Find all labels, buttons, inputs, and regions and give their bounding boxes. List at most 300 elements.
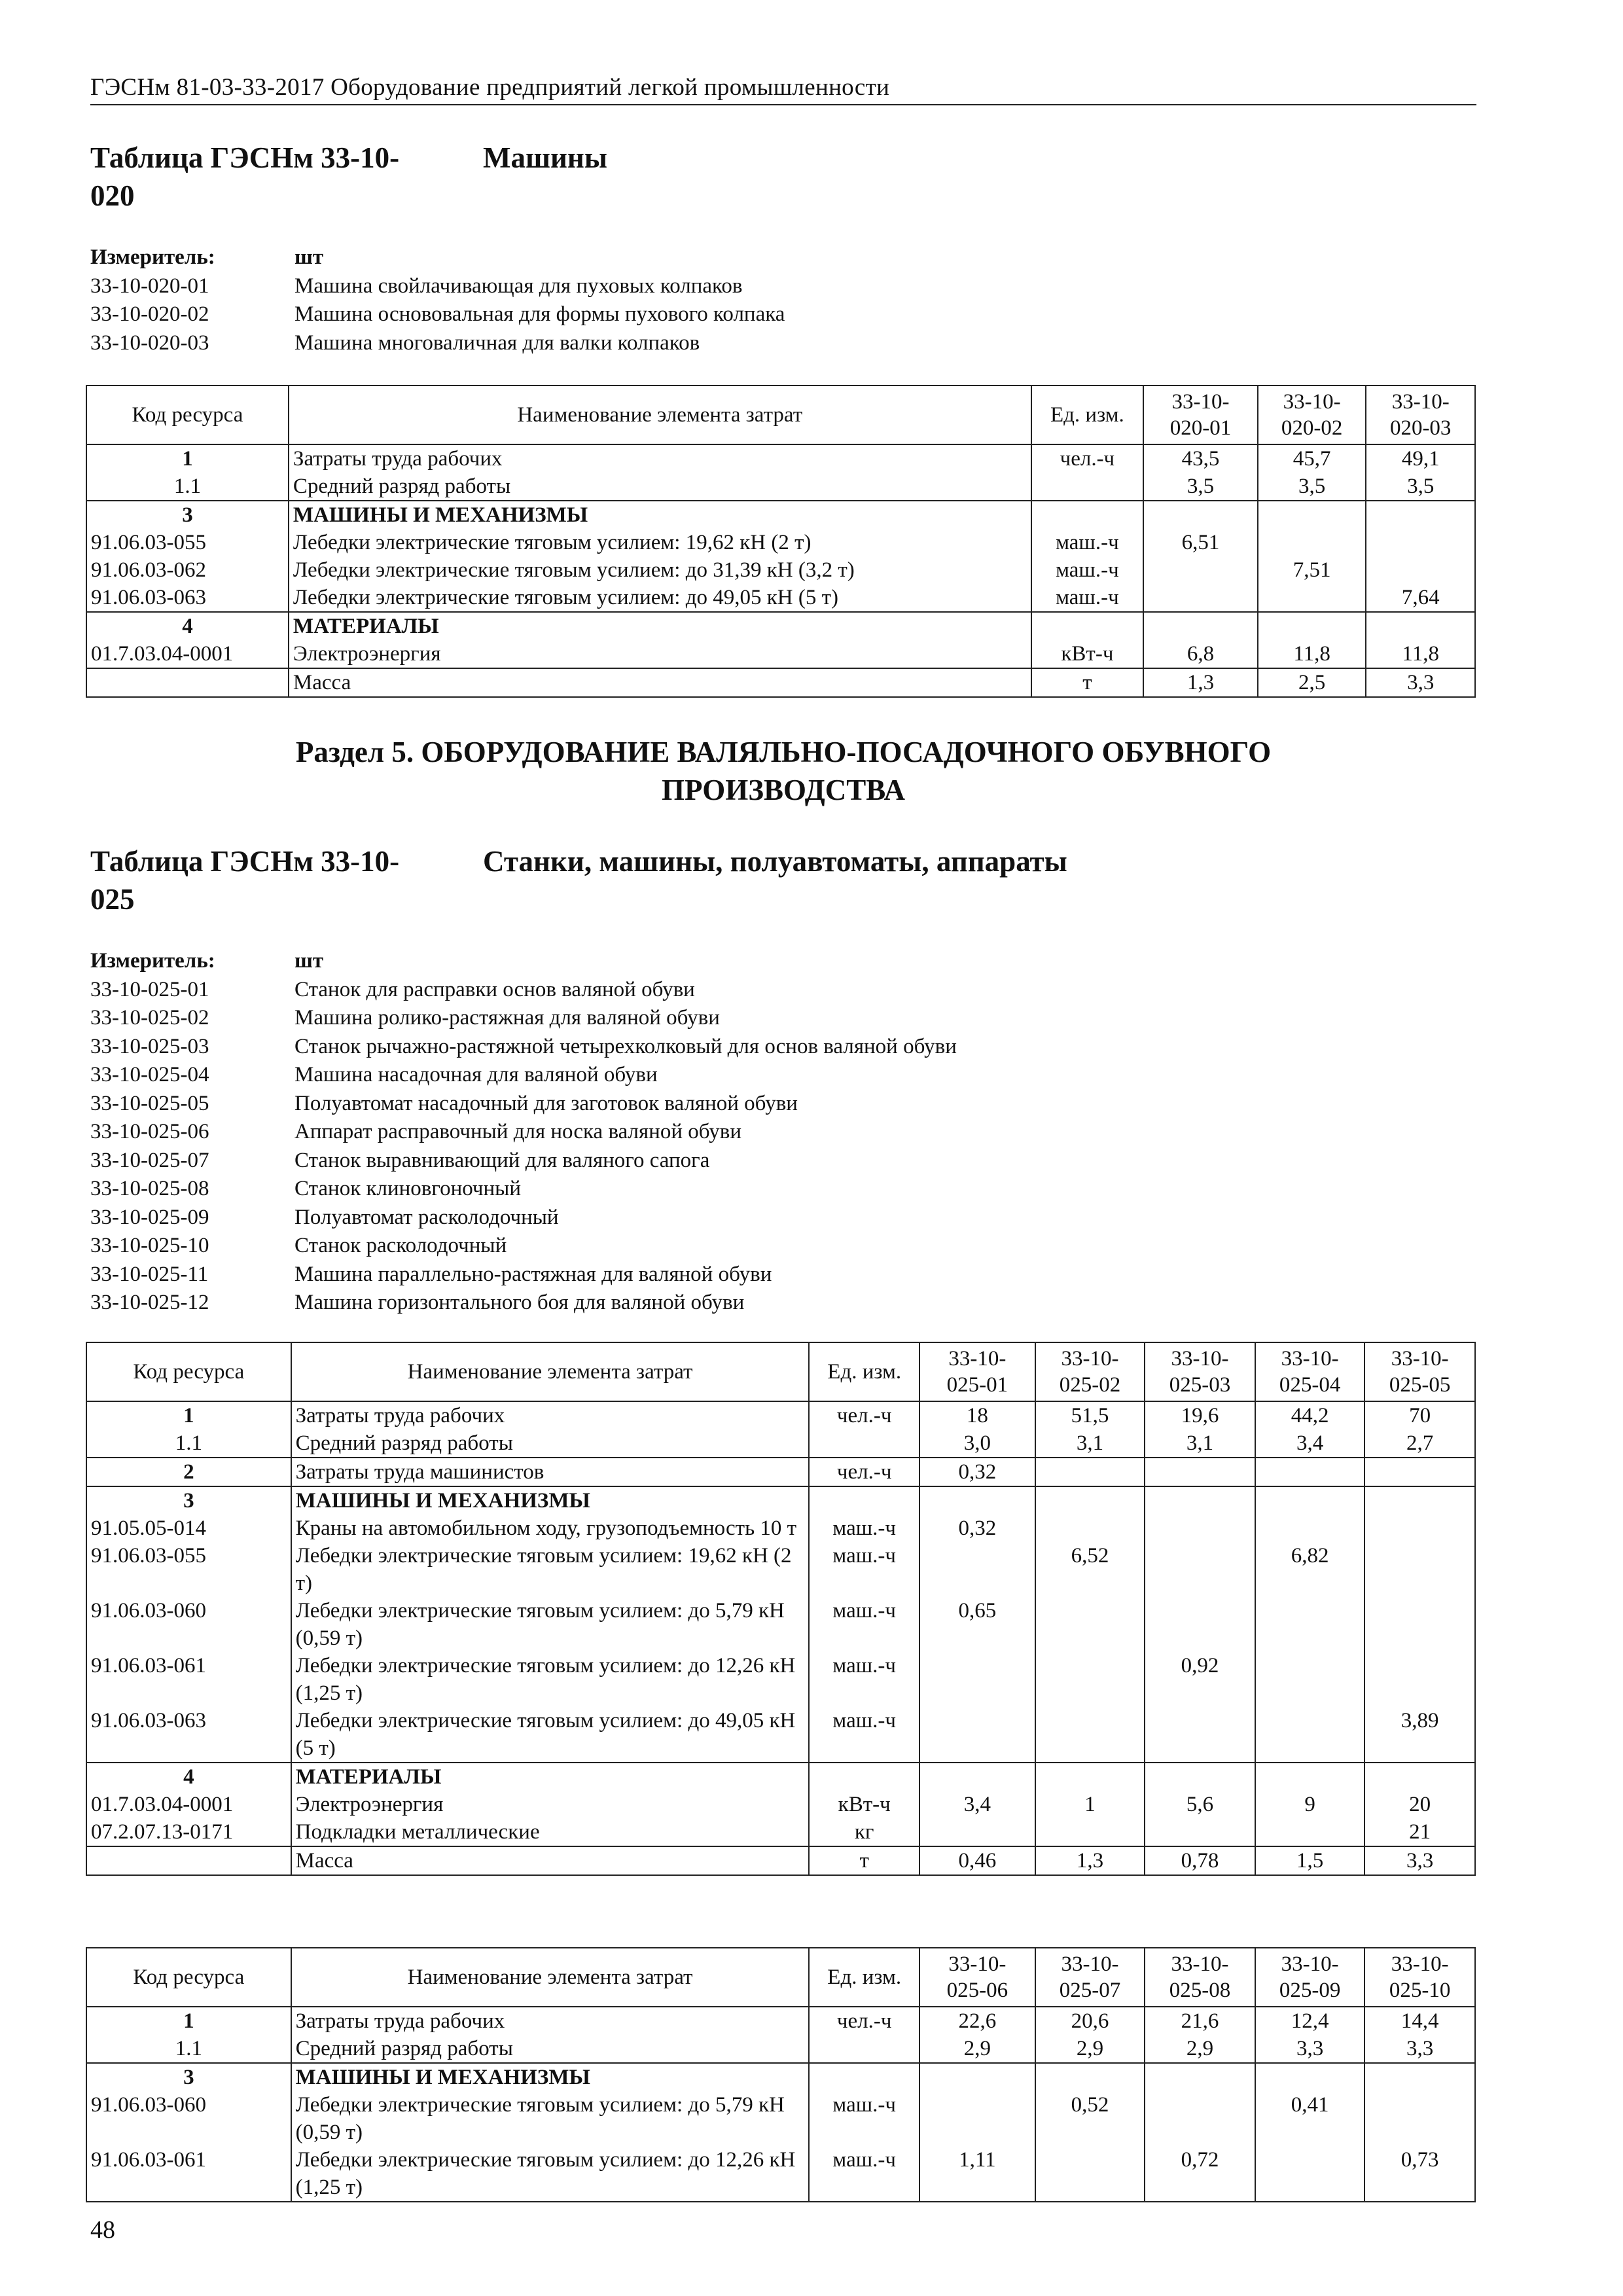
- value-cell: [919, 2091, 1035, 2146]
- item-name: Машина основовальная для формы пухового колпака: [294, 302, 785, 326]
- value-cell: [1035, 2063, 1145, 2091]
- meter-item: [90, 1147, 957, 1175]
- column-code-part: 33-10-: [1281, 1952, 1339, 1976]
- item-code: 33-10-025-09: [90, 1205, 209, 1229]
- cost-table: [86, 385, 1476, 698]
- header-code: Код ресурса: [86, 386, 289, 444]
- header-estimate-column: [1366, 386, 1475, 444]
- value-cell: 3,3: [1366, 668, 1475, 697]
- header-code: Код ресурса: [86, 1342, 291, 1401]
- unit: маш.-ч: [809, 1515, 919, 1542]
- value-cell: 1,3: [1143, 668, 1258, 697]
- column-code-part: 025-03: [1169, 1373, 1231, 1397]
- column-code-part: 33-10-: [1391, 390, 1450, 414]
- unit: [809, 1486, 919, 1515]
- column-code-part: 025-06: [946, 1979, 1008, 2002]
- item-name: Станок рычажно-растяжной четырехколковый для основ валяной обуви: [294, 1034, 957, 1058]
- table-row: [86, 556, 1475, 584]
- resource-code: [86, 1846, 291, 1875]
- meter-item: [90, 300, 785, 329]
- meter-label: Измеритель:: [90, 245, 215, 269]
- meter-item: [90, 329, 785, 358]
- value-cell: 3,1: [1145, 1429, 1255, 1458]
- unit: маш.-ч: [1031, 556, 1144, 584]
- item-name: Машина свойлачивающая для пуховых колпаков: [294, 274, 743, 298]
- value-cell: 3,4: [919, 1791, 1035, 1818]
- cost-element-name: Лебедки электрические тяговым усилием: 19,62 кН (2 т): [289, 529, 1031, 556]
- meter-row: [90, 947, 957, 976]
- table-row: [86, 1597, 1475, 1652]
- value-cell: [1145, 1515, 1255, 1542]
- value-cell: 3,4: [1255, 1429, 1365, 1458]
- column-code-part: 33-10-: [1283, 390, 1341, 414]
- header-estimate-column: [1145, 1342, 1255, 1401]
- resource-code: 91.06.03-060: [86, 2091, 291, 2146]
- resource-code: 1.1: [86, 473, 289, 501]
- meter-item: [90, 1289, 957, 1318]
- value-cell: 21,6: [1145, 2007, 1255, 2035]
- value-cell: 45,7: [1258, 444, 1366, 473]
- cost-element-name: Средний разряд работы: [291, 1429, 810, 1458]
- table-row: [86, 1707, 1475, 1763]
- value-cell: [1035, 1707, 1145, 1763]
- value-cell: 1,3: [1035, 1846, 1145, 1875]
- item-name: Машина горизонтального боя для валяной обуви: [294, 1291, 745, 1314]
- header-unit: Ед. изм.: [809, 1948, 919, 2007]
- item-name: Станок для расправки основ валяной обуви: [294, 977, 695, 1001]
- item-code: 33-10-025-01: [90, 977, 209, 1001]
- running-header: ГЭСНм 81-03-33-2017 Оборудование предприятий легкой промышленности: [90, 73, 1476, 105]
- value-cell: 3,89: [1364, 1707, 1475, 1763]
- value-cell: [1255, 1652, 1365, 1707]
- cost-element-name: Лебедки электрические тяговым усилием: до 31,39 кН (3,2 т): [289, 556, 1031, 584]
- value-cell: [1145, 1707, 1255, 1763]
- column-code-part: 33-10-: [1171, 1347, 1229, 1371]
- value-cell: 2,9: [919, 2035, 1035, 2063]
- meter-item: [90, 976, 957, 1005]
- value-cell: 51,5: [1035, 1401, 1145, 1429]
- value-cell: [1366, 612, 1475, 640]
- cost-element-name: Лебедки электрические тяговым усилием: до 49,05 кН (5 т): [289, 584, 1031, 612]
- unit: маш.-ч: [809, 1597, 919, 1652]
- value-cell: [1255, 1515, 1365, 1542]
- resource-code: 3: [86, 1486, 291, 1515]
- value-cell: 0,41: [1255, 2091, 1365, 2146]
- item-name: Станок клиновгоночный: [294, 1177, 522, 1200]
- value-cell: [1255, 1486, 1365, 1515]
- table-row: [86, 1652, 1475, 1707]
- value-cell: [1145, 1818, 1255, 1846]
- table-row: [86, 1458, 1475, 1486]
- unit: маш.-ч: [1031, 584, 1144, 612]
- column-code-part: 33-10-: [1171, 1952, 1229, 1976]
- value-cell: [919, 2063, 1035, 2091]
- item-code: 33-10-025-12: [90, 1291, 209, 1314]
- meter-item: [90, 1118, 957, 1147]
- resource-code: 91.06.03-061: [86, 2146, 291, 2202]
- meter-item: [90, 1175, 957, 1204]
- value-cell: [1255, 1458, 1365, 1486]
- column-code-part: 020-01: [1169, 416, 1232, 440]
- value-cell: 0,78: [1145, 1846, 1255, 1875]
- section-title-line: Раздел 5. ОБОРУДОВАНИЕ ВАЛЯЛЬНО-ПОСАДОЧНОГО ОБУВНОГО: [295, 736, 1272, 768]
- column-code-part: 025-09: [1279, 1979, 1341, 2002]
- resource-code: 1: [86, 1401, 291, 1429]
- meter-unit: шт: [294, 949, 324, 973]
- value-cell: 22,6: [919, 2007, 1035, 2035]
- unit: маш.-ч: [809, 2091, 919, 2146]
- cost-element-name: Масса: [289, 668, 1031, 697]
- value-cell: 20: [1364, 1791, 1475, 1818]
- meter-item: [90, 272, 785, 301]
- unit: чел.-ч: [809, 1401, 919, 1429]
- header-estimate-column: [1143, 386, 1258, 444]
- resource-code: 91.06.03-063: [86, 584, 289, 612]
- value-cell: [1145, 2091, 1255, 2146]
- meter-item: [90, 1061, 957, 1090]
- resource-code: 1: [86, 444, 289, 473]
- value-cell: 0,72: [1145, 2146, 1255, 2202]
- value-cell: [1035, 1652, 1145, 1707]
- cost-element-name: МАШИНЫ И МЕХАНИЗМЫ: [291, 2063, 810, 2091]
- column-code-part: 33-10-: [1391, 1952, 1449, 1976]
- header-estimate-column: [1035, 1948, 1145, 2007]
- value-cell: 0,65: [919, 1597, 1035, 1652]
- cost-element-name: Затраты труда рабочих: [291, 2007, 810, 2035]
- item-code: 33-10-020-02: [90, 302, 209, 326]
- unit: [1031, 473, 1144, 501]
- value-cell: [1364, 1542, 1475, 1597]
- cost-element-name: Затраты труда рабочих: [291, 1401, 810, 1429]
- value-cell: [1258, 529, 1366, 556]
- column-code-part: 025-02: [1059, 1373, 1121, 1397]
- resource-code: 91.06.03-061: [86, 1652, 291, 1707]
- table-row: [86, 1429, 1475, 1458]
- value-cell: [1366, 501, 1475, 529]
- resource-code: [86, 668, 289, 697]
- item-name: Полуавтомат расколодочный: [294, 1205, 559, 1229]
- header-estimate-column: [1255, 1948, 1365, 2007]
- column-code-part: 33-10-: [1391, 1347, 1449, 1371]
- table-row: [86, 1846, 1475, 1875]
- section-title: [90, 733, 1476, 809]
- table-row: [86, 584, 1475, 612]
- header-estimate-column: [1364, 1342, 1475, 1401]
- header-estimate-column: [919, 1342, 1035, 1401]
- item-code: 33-10-025-10: [90, 1234, 209, 1257]
- resource-code: 91.06.03-060: [86, 1597, 291, 1652]
- unit: т: [809, 1846, 919, 1875]
- section-title-line: ПРОИЗВОДСТВА: [662, 774, 905, 806]
- item-name: Машина параллельно-растяжная для валяной обуви: [294, 1262, 772, 1286]
- value-cell: [1364, 1515, 1475, 1542]
- item-name: Полуавтомат насадочный для заготовок валяной обуви: [294, 1091, 798, 1115]
- value-cell: [1145, 1597, 1255, 1652]
- value-cell: [1366, 556, 1475, 584]
- value-cell: [1143, 501, 1258, 529]
- column-code-part: 025-01: [946, 1373, 1008, 1397]
- value-cell: [1035, 1818, 1145, 1846]
- value-cell: 0,32: [919, 1515, 1035, 1542]
- table-row: [86, 1763, 1475, 1791]
- column-code-part: 33-10-: [1171, 390, 1230, 414]
- table-header-row: [86, 386, 1475, 444]
- resource-code: 3: [86, 2063, 291, 2091]
- cost-element-name: Подкладки металлические: [291, 1818, 810, 1846]
- meter-label: Измеритель:: [90, 949, 215, 973]
- cost-element-name: Масса: [291, 1846, 810, 1875]
- column-code-part: 33-10-: [1061, 1952, 1119, 1976]
- resource-code: 91.06.03-062: [86, 556, 289, 584]
- table-row: [86, 2035, 1475, 2063]
- resource-code: 1: [86, 2007, 291, 2035]
- header-estimate-column: [1145, 1948, 1255, 2007]
- item-code: 33-10-025-07: [90, 1148, 209, 1172]
- value-cell: 1,5: [1255, 1846, 1365, 1875]
- value-cell: 3,3: [1255, 2035, 1365, 2063]
- value-cell: 3,3: [1364, 1846, 1475, 1875]
- header-unit: Ед. изм.: [1031, 386, 1144, 444]
- value-cell: 0,52: [1035, 2091, 1145, 2146]
- unit: чел.-ч: [809, 1458, 919, 1486]
- unit: маш.-ч: [809, 2146, 919, 2202]
- resource-code: 91.06.03-055: [86, 529, 289, 556]
- unit: чел.-ч: [809, 2007, 919, 2035]
- table-row: [86, 2146, 1475, 2202]
- column-code-part: 33-10-: [1281, 1347, 1339, 1371]
- item-code: 33-10-025-06: [90, 1120, 209, 1143]
- value-cell: 2,7: [1364, 1429, 1475, 1458]
- value-cell: 3,1: [1035, 1429, 1145, 1458]
- value-cell: [1143, 612, 1258, 640]
- item-name: Машина ролико-растяжная для валяной обуви: [294, 1006, 720, 1030]
- cost-table: [86, 1342, 1476, 1876]
- unit: маш.-ч: [809, 1652, 919, 1707]
- value-cell: 21: [1364, 1818, 1475, 1846]
- table-header-row: [86, 1342, 1475, 1401]
- value-cell: 44,2: [1255, 1401, 1365, 1429]
- value-cell: 12,4: [1255, 2007, 1365, 2035]
- column-code-part: 33-10-: [1061, 1347, 1119, 1371]
- column-code-part: 025-08: [1169, 1979, 1231, 2002]
- value-cell: [1364, 1652, 1475, 1707]
- table-row: [86, 1791, 1475, 1818]
- cost-element-name: Электроэнергия: [291, 1791, 810, 1818]
- resource-code: 4: [86, 612, 289, 640]
- table-row: [86, 444, 1475, 473]
- item-code: 33-10-025-02: [90, 1006, 209, 1030]
- value-cell: [1035, 1458, 1145, 1486]
- column-code-part: 025-04: [1279, 1373, 1341, 1397]
- value-cell: [1035, 1597, 1145, 1652]
- column-code-part: 025-10: [1389, 1979, 1451, 2002]
- page-number: 48: [90, 2216, 115, 2244]
- cost-element-name: Средний разряд работы: [291, 2035, 810, 2063]
- meter-item: [90, 1232, 957, 1261]
- value-cell: [919, 1652, 1035, 1707]
- table-number: Таблица ГЭСНм 33-10- 025: [90, 845, 400, 916]
- value-cell: [1035, 1515, 1145, 1542]
- header-unit: Ед. изм.: [809, 1342, 919, 1401]
- header-estimate-column: [919, 1948, 1035, 2007]
- value-cell: [1255, 1763, 1365, 1791]
- unit: [809, 2035, 919, 2063]
- value-cell: [1143, 584, 1258, 612]
- header-name: Наименование элемента затрат: [291, 1342, 810, 1401]
- value-cell: 14,4: [1364, 2007, 1475, 2035]
- value-cell: [1255, 2063, 1365, 2091]
- value-cell: [1364, 2063, 1475, 2091]
- value-cell: 3,5: [1143, 473, 1258, 501]
- unit: кВт-ч: [1031, 640, 1144, 668]
- value-cell: 0,92: [1145, 1652, 1255, 1707]
- item-code: 33-10-025-05: [90, 1091, 209, 1115]
- value-cell: 2,9: [1145, 2035, 1255, 2063]
- header-estimate-column: [1255, 1342, 1365, 1401]
- table-row: [86, 501, 1475, 529]
- unit: [809, 1763, 919, 1791]
- value-cell: [1145, 1458, 1255, 1486]
- value-cell: [1258, 584, 1366, 612]
- table-row: [86, 1542, 1475, 1597]
- value-cell: 9: [1255, 1791, 1365, 1818]
- value-cell: 3,5: [1258, 473, 1366, 501]
- item-name: Машина насадочная для валяной обуви: [294, 1063, 658, 1086]
- cost-element-name: Затраты труда машинистов: [291, 1458, 810, 1486]
- resource-code: 91.05.05-014: [86, 1515, 291, 1542]
- value-cell: 11,8: [1366, 640, 1475, 668]
- item-code: 33-10-025-11: [90, 1262, 209, 1286]
- unit: [809, 2063, 919, 2091]
- cost-element-name: Краны на автомобильном ходу, грузоподъемность 10 т: [291, 1515, 810, 1542]
- unit: кг: [809, 1818, 919, 1846]
- header-name: Наименование элемента затрат: [291, 1948, 810, 2007]
- resource-code: 2: [86, 1458, 291, 1486]
- header-code: Код ресурса: [86, 1948, 291, 2007]
- item-name: Машина многоваличная для валки колпаков: [294, 331, 700, 355]
- column-code-part: 33-10-: [948, 1347, 1007, 1371]
- value-cell: [919, 1763, 1035, 1791]
- value-cell: [1255, 2146, 1365, 2202]
- cost-element-name: МАТЕРИАЛЫ: [291, 1763, 810, 1791]
- value-cell: [1145, 1486, 1255, 1515]
- value-cell: 7,51: [1258, 556, 1366, 584]
- value-cell: [1366, 529, 1475, 556]
- value-cell: 7,64: [1366, 584, 1475, 612]
- column-code-part: 020-03: [1389, 416, 1452, 440]
- table-row: [86, 1515, 1475, 1542]
- meter-item: [90, 1204, 957, 1232]
- resource-code: 01.7.03.04-0001: [86, 640, 289, 668]
- value-cell: 43,5: [1143, 444, 1258, 473]
- resource-code: 91.06.03-055: [86, 1542, 291, 1597]
- header-name: Наименование элемента затрат: [289, 386, 1031, 444]
- unit: кВт-ч: [809, 1791, 919, 1818]
- table-name: Станки, машины, полуавтоматы, аппараты: [483, 845, 1067, 878]
- table-row: [86, 529, 1475, 556]
- table-name: Машины: [483, 141, 607, 174]
- unit: [1031, 612, 1144, 640]
- value-cell: [1364, 1458, 1475, 1486]
- table-row: [86, 1401, 1475, 1429]
- value-cell: [1364, 2091, 1475, 2146]
- value-cell: [1364, 1597, 1475, 1652]
- value-cell: [1145, 1763, 1255, 1791]
- value-cell: [1258, 501, 1366, 529]
- value-cell: 3,0: [919, 1429, 1035, 1458]
- unit: маш.-ч: [809, 1542, 919, 1597]
- value-cell: [1035, 1486, 1145, 1515]
- item-code: 33-10-025-08: [90, 1177, 209, 1200]
- meter-unit: шт: [294, 245, 324, 269]
- header-estimate-column: [1364, 1948, 1475, 2007]
- cost-element-name: Затраты труда рабочих: [289, 444, 1031, 473]
- item-name: Аппарат расправочный для носка валяной обуви: [294, 1120, 742, 1143]
- resource-code: 4: [86, 1763, 291, 1791]
- item-code: 33-10-020-01: [90, 274, 209, 298]
- value-cell: 20,6: [1035, 2007, 1145, 2035]
- table-row: [86, 668, 1475, 697]
- meter-row: [90, 243, 785, 272]
- table-title: [90, 139, 607, 215]
- cost-element-name: МАШИНЫ И МЕХАНИЗМЫ: [291, 1486, 810, 1515]
- unit: [809, 1429, 919, 1458]
- cost-element-name: Лебедки электрические тяговым усилием: до 49,05 кН (5 т): [291, 1707, 810, 1763]
- cost-element-name: Лебедки электрические тяговым усилием: до 12,26 кН (1,25 т): [291, 2146, 810, 2202]
- value-cell: [919, 1707, 1035, 1763]
- value-cell: [1255, 1597, 1365, 1652]
- value-cell: [1143, 556, 1258, 584]
- unit: чел.-ч: [1031, 444, 1144, 473]
- resource-code: 07.2.07.13-0171: [86, 1818, 291, 1846]
- cost-element-name: МАТЕРИАЛЫ: [289, 612, 1031, 640]
- table-row: [86, 612, 1475, 640]
- unit: т: [1031, 668, 1144, 697]
- meter-item: [90, 1033, 957, 1062]
- value-cell: 49,1: [1366, 444, 1475, 473]
- resource-code: 01.7.03.04-0001: [86, 1791, 291, 1818]
- item-code: 33-10-025-04: [90, 1063, 209, 1086]
- item-name: Станок выравнивающий для валяного сапога: [294, 1148, 710, 1172]
- resource-code: 3: [86, 501, 289, 529]
- meter-item: [90, 1090, 957, 1119]
- table-row: [86, 640, 1475, 668]
- unit: [1031, 501, 1144, 529]
- column-code-part: 33-10-: [948, 1952, 1007, 1976]
- value-cell: [1258, 612, 1366, 640]
- cost-element-name: Лебедки электрические тяговым усилием: 19,62 кН (2 т): [291, 1542, 810, 1597]
- value-cell: [1035, 2146, 1145, 2202]
- value-cell: 2,9: [1035, 2035, 1145, 2063]
- value-cell: 0,32: [919, 1458, 1035, 1486]
- header-estimate-column: [1035, 1342, 1145, 1401]
- meter-block: [90, 243, 785, 357]
- table-row: [86, 2063, 1475, 2091]
- table-header-row: [86, 1948, 1475, 2007]
- value-cell: 70: [1364, 1401, 1475, 1429]
- unit: маш.-ч: [1031, 529, 1144, 556]
- meter-item: [90, 1261, 957, 1289]
- value-cell: 19,6: [1145, 1401, 1255, 1429]
- item-name: Станок расколодочный: [294, 1234, 507, 1257]
- resource-code: 1.1: [86, 1429, 291, 1458]
- item-code: 33-10-020-03: [90, 331, 209, 355]
- table-row: [86, 1818, 1475, 1846]
- table-row: [86, 2091, 1475, 2146]
- table-number: Таблица ГЭСНм 33-10- 020: [90, 141, 400, 212]
- meter-item: [90, 1004, 957, 1033]
- cost-element-name: Лебедки электрические тяговым усилием: до 5,79 кН (0,59 т): [291, 2091, 810, 2146]
